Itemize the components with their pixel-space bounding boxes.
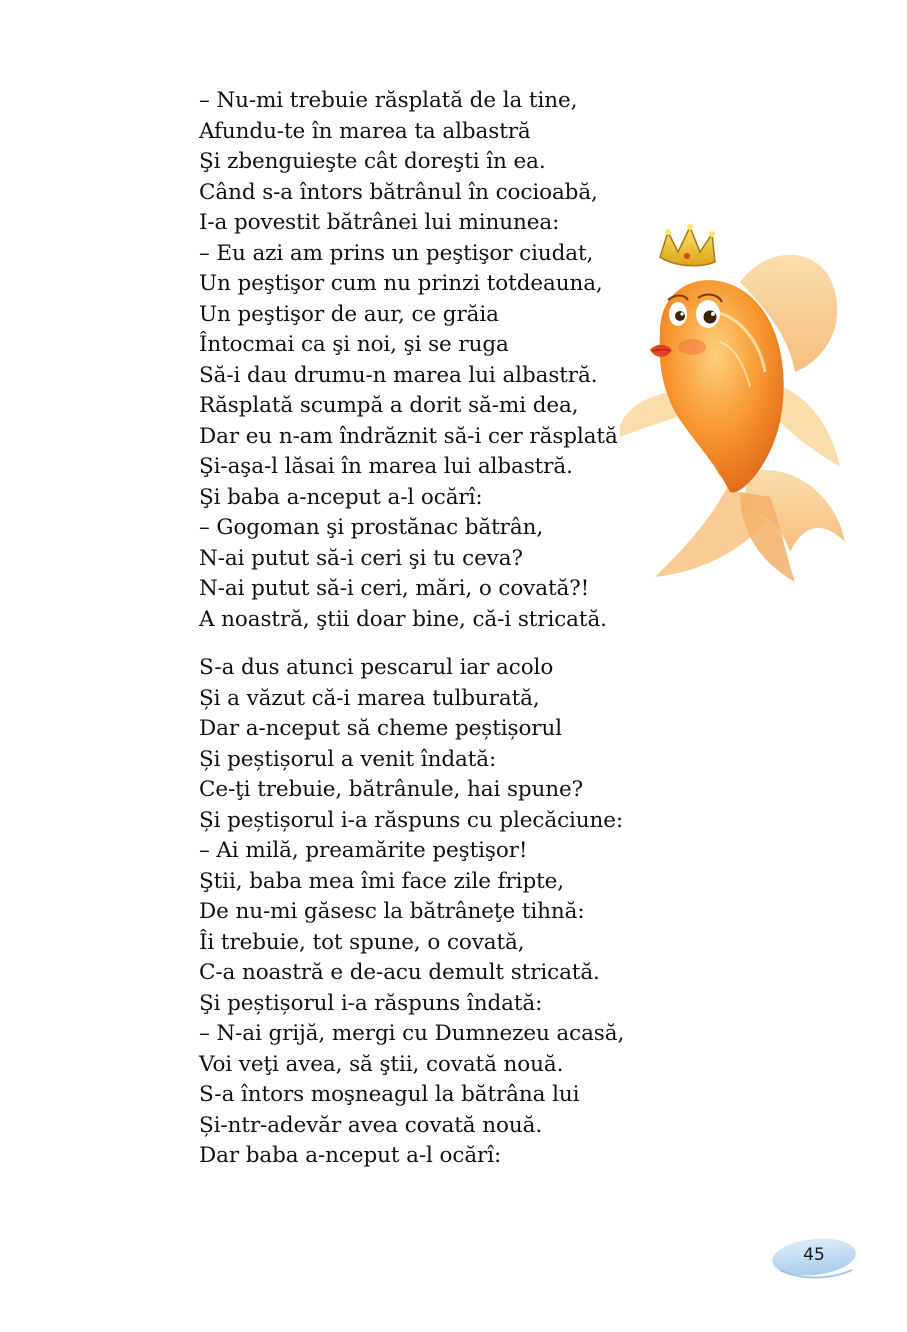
poem-line: Ce-ţi trebuie, bătrânule, hai spune?	[199, 777, 584, 802]
page-number: 45	[803, 1245, 825, 1265]
poem-line: Şi-aşa-l lăsai în marea lui albastră.	[199, 454, 573, 479]
poem-line: Întocmai ca şi noi, şi se ruga	[199, 332, 509, 357]
page-number-badge	[770, 1236, 858, 1282]
poem-line: Și peștișorul a venit îndată:	[199, 746, 497, 772]
poem-line: A noastră, ştii doar bine, că-i stricată.	[199, 606, 607, 632]
poem-line: N-ai putut să-i ceri, mări, o covată?!	[199, 576, 590, 601]
poem-line: C-a noastră e de-acu demult stricată.	[199, 960, 600, 985]
poem-line: Și-ntr-adevăr avea covată nouă.	[199, 1112, 543, 1138]
poem-line: S-a întors moşneagul la bătrâna lui	[199, 1082, 580, 1107]
poem-line: Răsplată scumpă a dorit să-mi dea,	[199, 393, 579, 418]
poem-line: Să-i dau drumu-n marea lui albastră.	[199, 362, 598, 388]
poem-line: Şi baba a-nceput a-l ocărî:	[199, 484, 483, 510]
poem-line: Un peştişor cum nu prinzi totdeauna,	[199, 271, 603, 296]
poem-line: Un peştişor de aur, ce grăia	[199, 301, 499, 327]
poem-line: Dar a-nceput să cheme peștișorul	[199, 716, 563, 741]
stanza-1	[199, 86, 659, 635]
poem-line: Dar eu n-am îndrăznit să-i cer răsplată	[199, 423, 618, 449]
poem-line: Îi trebuie, tot spune, o covată,	[199, 929, 525, 955]
golden-fish-with-crown-icon	[620, 222, 860, 587]
poem-line: I-a povestit bătrânei lui minunea:	[199, 210, 560, 235]
poem-line: Și a văzut că-i marea tulburată,	[199, 685, 540, 711]
poem-line: Şi zbenguieşte cât doreşti în ea.	[199, 149, 546, 174]
poem-line: Ştii, baba mea îmi face zile fripte,	[199, 868, 565, 894]
poem-line: N-ai putut să-i ceri şi tu ceva?	[199, 545, 523, 571]
poem-line: Și peștișorul i-a răspuns cu plecăciune:	[199, 807, 624, 833]
poem-line: Afundu-te în marea ta albastră	[199, 118, 531, 144]
poem-line: – Ai milă, preamărite peştişor!	[199, 838, 528, 863]
poem-text	[199, 86, 659, 1172]
poem-line: Dar baba a-nceput a-l ocărî:	[199, 1143, 502, 1168]
poem-line: De nu-mi găsesc la bătrâneţe tihnă:	[199, 899, 585, 924]
poem-line: Când s-a întors bătrânul în cocioabă,	[199, 179, 598, 205]
poem-line: – Eu azi am prins un peştişor ciudat,	[199, 240, 594, 266]
poem-line: – Gogoman şi prostănac bătrân,	[199, 515, 544, 540]
poem-line: – Nu-mi trebuie răsplată de la tine,	[199, 88, 578, 113]
stanza-2	[199, 653, 659, 1172]
poem-line: S-a dus atunci pescarul iar acolo	[199, 655, 554, 680]
poem-line: Voi veţi avea, să ştii, covată nouă.	[199, 1051, 564, 1077]
poem-line: – N-ai grijă, mergi cu Dumnezeu acasă,	[199, 1021, 625, 1046]
poem-line: Şi peștișorul i-a răspuns îndată:	[199, 990, 543, 1016]
